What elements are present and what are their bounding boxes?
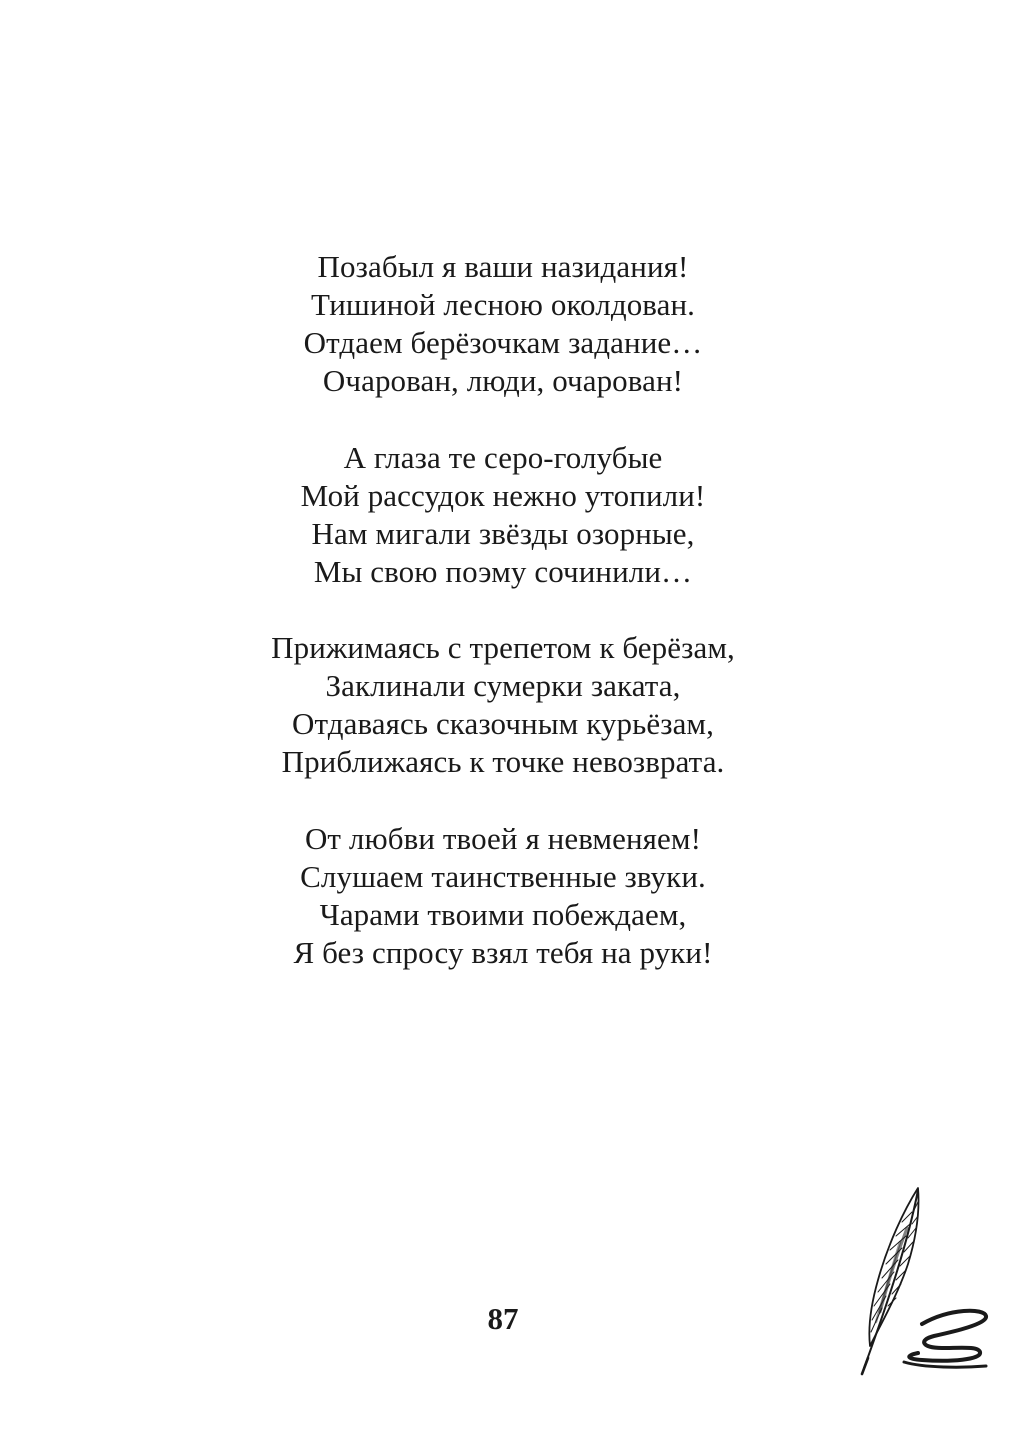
poem-line: А глаза те серо-голубые [343,439,663,475]
poem-line: Чарами твоими побеждаем, [319,896,687,932]
poem-line: Отдаваясь сказочным курьёзам, [292,706,714,741]
stanza-2 [0,439,1006,591]
poem-line: Нам мигали звёзды озорные, [311,515,695,551]
poem [0,248,1006,1010]
poem-line: Тишиной лесною околдован. [310,287,696,322]
poem-line: Мы свою поэму сочинили… [313,553,693,589]
poem-line: Приближаясь к точке невозврата. [281,744,725,779]
poem-line: Слушаем таинственные звуки. [300,858,706,894]
poem-line: Очарован, люди, очарован! [322,363,684,398]
poem-line: Прижимаясь с трепетом к берёзам, [271,630,735,665]
poem-line: Мой рассудок нежно утопили! [300,477,706,513]
stanza-3 [0,629,1006,781]
poem-line: От любви твоей я невменяем! [304,820,702,856]
poem-line: Отдаем берёзочкам задание… [303,325,703,360]
poem-line: Заклинали сумерки заката, [325,668,681,703]
stanza-4 [0,820,1006,972]
poem-line: Позабыл я ваши назидания! [317,249,689,284]
stanza-1 [0,248,1006,400]
page-number: 87 [487,1301,519,1336]
poem-line: Я без спросу взял тебя на руки! [293,934,713,970]
quill-pen-icon [852,1182,994,1382]
